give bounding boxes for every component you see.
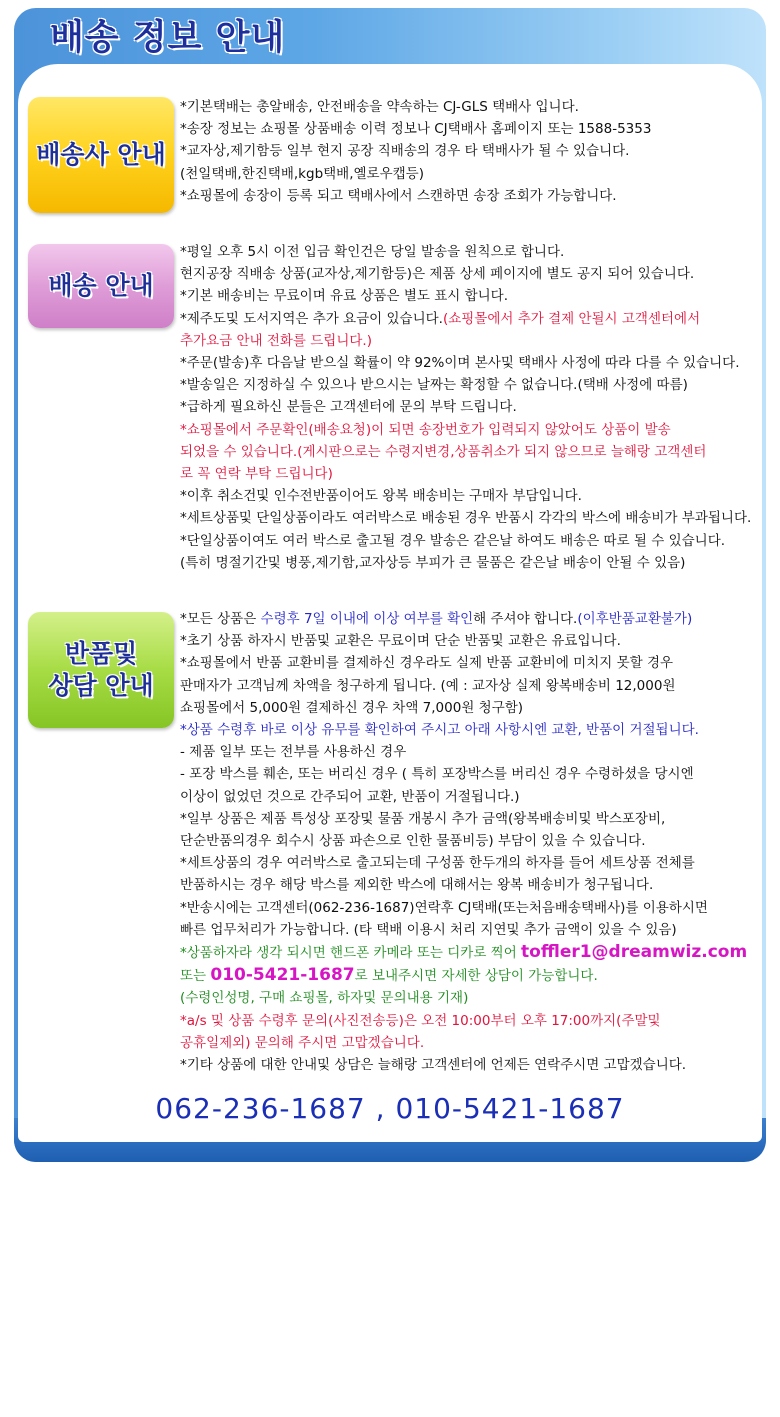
- returns-line: (수령인성명, 구매 쇼핑몰, 하자및 문의내용 기재): [180, 990, 469, 1007]
- returns-highlight: 수령후 7일 이내에 이상 여부를 확인: [260, 611, 474, 627]
- contact-mobile[interactable]: 010-5421-1687: [210, 965, 355, 986]
- courier-line: *송장 정보는 쇼핑몰 상품배송 이력 정보나 CJ택배사 홈페이지 또는 1588-5353: [180, 121, 652, 138]
- shipping-line: 되었을 수 있습니다.(게시판으로는 수령지변경,상품취소가 되지 않으므로 늘해랑 고객센터: [180, 443, 707, 460]
- returns-highlight: (이후반품교환불가): [577, 611, 693, 627]
- returns-line: *초기 상품 하자시 반품및 교환은 무료이며 단순 반품및 교환은 유료입니다.: [180, 633, 621, 650]
- shipping-line: [180, 308, 768, 330]
- returns-line: *상품 수령후 바로 이상 유무를 확인하여 주시고 아래 사항시엔 교환, 반품이 거절됩니다.: [180, 722, 699, 739]
- returns-line: 단순반품의경우 회수시 상품 파손으로 인한 물품비등) 부담이 있을 수 있습니다.: [180, 833, 646, 850]
- returns-line: *세트상품의 경우 여러박스로 출고되는데 구성품 한두개의 하자를 들어 세트상품 전체를: [180, 855, 695, 872]
- shipping-line: *급하게 필요하신 분들은 고객센터에 문의 부탁 드립니다.: [180, 399, 517, 416]
- returns-line: *반송시에는 고객센터(062-236-1687)연락후 CJ택배(또는처음배송택배사)를 이용하시면: [180, 899, 708, 916]
- returns-line: 판매자가 고객님께 차액을 청구하게 됩니다. (예 : 교자상 실제 왕복배송비 12,000원: [180, 677, 676, 694]
- returns-text: 또는: [180, 968, 211, 985]
- returns-line: *기타 상품에 대한 안내및 상담은 늘해랑 고객센터에 언제든 연락주시면 고맙겠습니다.: [180, 1057, 687, 1074]
- shipping-line: *세트상품및 단일상품이라도 여러박스로 배송된 경우 반품시 각각의 박스에 배송비가 부과됩니다.: [180, 510, 752, 527]
- returns-line: [180, 941, 768, 964]
- returns-text: *모든 상품은: [180, 611, 261, 627]
- returns-line: 빠른 업무처리가 가능합니다. (타 택배 이용시 처리 지연및 추가 금액이 있을 수 있음): [180, 921, 677, 938]
- shipping-line: *이후 취소건및 인수전반품이어도 왕복 배송비는 구매자 부담입니다.: [180, 488, 582, 505]
- returns-line: [180, 608, 768, 630]
- returns-line: *a/s 및 상품 수령후 문의(사진전송등)은 오전 10:00부터 오후 17:00까지(주말및: [180, 1012, 661, 1029]
- returns-line: 이상이 없었던 것으로 간주되어 교환, 반품이 거절됩니다.): [180, 788, 520, 805]
- courier-section: [180, 96, 768, 207]
- badge-shipping-label: 배송 안내: [48, 271, 154, 300]
- courier-line: (천일택배,한진택배,kgb택배,옐로우캡등): [180, 165, 424, 182]
- badge-return-info: [28, 612, 174, 728]
- returns-line: *쇼핑몰에서 반품 교환비를 결제하신 경우라도 실제 반품 교환비에 미치지 못할 경우: [180, 655, 674, 672]
- returns-line: 쇼핑몰에서 5,000원 결제하신 경우 차액 7,000원 청구함): [180, 699, 524, 716]
- contact-phones: 062-236-1687 , 010-5421-1687: [155, 1092, 625, 1125]
- shipping-line: 로 꼭 연락 부탁 드립니다): [180, 466, 333, 483]
- shipping-highlight: (쇼핑몰에서 추가 결제 안될시 고객센터에서: [442, 310, 701, 327]
- returns-line: - 제품 일부 또는 전부를 사용하신 경우: [180, 744, 407, 761]
- returns-line: *일부 상품은 제품 특성상 포장및 물품 개봉시 추가 금액(왕복배송비및 박스포장비,: [180, 810, 666, 827]
- shipping-line: *기본 배송비는 무료이며 유료 상품은 별도 표시 합니다.: [180, 288, 508, 305]
- returns-text: 해 주셔야 합니다.: [473, 611, 578, 627]
- returns-line: 반품하시는 경우 해당 박스를 제외한 박스에 대해서는 왕복 배송비가 청구됩니다.: [180, 877, 654, 894]
- shipping-line: *쇼핑몰에서 주문확인(배송요청)이 되면 송장번호가 입력되지 않았어도 상품이 발송: [180, 421, 671, 438]
- courier-line: *교자상,제기함등 일부 현지 공장 직배송의 경우 타 택배사가 될 수 있습니다.: [180, 143, 630, 160]
- badge-return-label-line2: 상담 안내: [48, 671, 154, 700]
- returns-line: - 포장 박스를 훼손, 또는 버리신 경우 ( 특히 포장박스를 버리신 경우 수령하셨을 당시엔: [180, 766, 694, 783]
- contact-email[interactable]: toffler1@dreamwiz.com: [521, 942, 748, 963]
- courier-line: *기본택배는 총알배송, 안전배송을 약속하는 CJ-GLS 택배사 입니다.: [180, 99, 579, 115]
- returns-section: [180, 608, 768, 1076]
- shipping-line: *평일 오후 5시 이전 입금 확인건은 당일 발송을 원칙으로 합니다.: [180, 244, 565, 260]
- shipping-line: *단일상품이여도 여러 박스로 출고될 경우 발송은 같은날 하여도 배송은 따로 될 수 있습니다.: [180, 532, 726, 549]
- badge-shipping-info: [28, 244, 174, 328]
- returns-line: 공휴일제외) 문의해 주시면 고맙겠습니다.: [180, 1034, 425, 1051]
- returns-text: 로 보내주시면 자세한 상담이 가능합니다.: [354, 968, 598, 985]
- returns-text: *상품하자라 생각 되시면 핸드폰 카메라 또는 디카로 찍어: [180, 945, 522, 962]
- returns-line: [180, 964, 768, 987]
- shipping-section: [180, 241, 768, 574]
- shipping-line: *주문(발송)후 다음날 받으실 확률이 약 92%이며 본사및 택배사 사정에 따라 다를 수 있습니다.: [180, 355, 740, 372]
- shipping-line: 추가요금 안내 전화를 드립니다.): [180, 332, 372, 349]
- badge-courier-info: [28, 97, 174, 213]
- page-title: 배송 정보 안내: [50, 18, 286, 58]
- badge-return-label-line1: 반품및: [64, 639, 138, 668]
- shipping-line: (특히 명절기간및 병풍,제기함,교자상등 부피가 큰 물품은 같은날 배송이 안될 수 있음): [180, 554, 686, 571]
- shipping-line: 현지공장 직배송 상품(교자상,제기함등)은 제품 상세 페이지에 별도 공지 되어 있습니다.: [180, 266, 695, 283]
- courier-line: *쇼핑몰에 송장이 등록 되고 택배사에서 스캔하면 송장 조회가 가능합니다.: [180, 187, 617, 204]
- badge-courier-label: 배송사 안내: [36, 140, 166, 169]
- shipping-text: *제주도및 도서지역은 추가 요금이 있습니다.: [180, 310, 443, 327]
- shipping-line: *발송일은 지정하실 수 있으나 받으시는 날짜는 확정할 수 없습니다.(택배 사정에 따름): [180, 377, 688, 394]
